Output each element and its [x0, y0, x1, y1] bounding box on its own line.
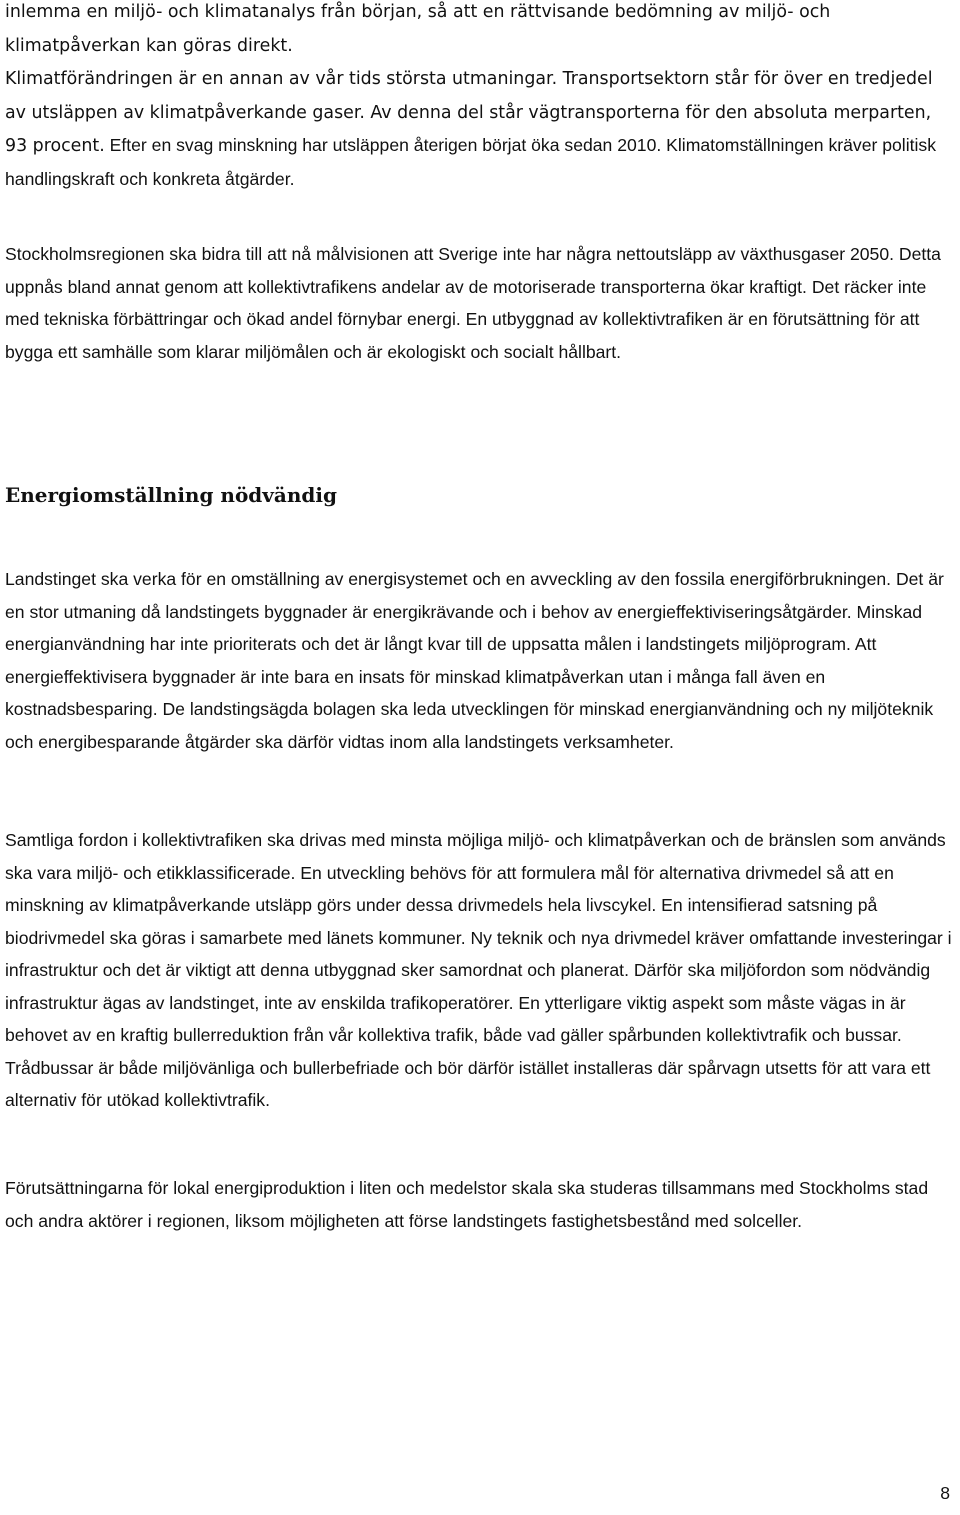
- page-number: 8: [940, 1483, 950, 1503]
- paragraph-energi: Landstinget ska verka för en omställning av energisystemet och en avveckling av den fossila energiförbrukningen. Det är en stor utmaning då landstingets byggnader är energikrävande och i behov av energieffektiviseringsåtgärder. Minskad energianvändning har inte prioriterats och det är långt kvar till de uppsatta målen i landstingets miljöprogram. Att energieffektivisera byggnader är inte bara en insats för minskad klimatpåverkan utan i många fall även en kostnadsbesparing. De landstingsägda bolagen ska leda utvecklingen för minskad energianvändning och ny miljöteknik och energibesparande åtgärder ska därför vidtas inom alla landstingets verksamheter.: [5, 569, 944, 752]
- paragraph-klimat-part2: Klimatförändringen är en annan av vår tids största utmaningar. Transportsektorn står för över en tredjedel av utsläppen av klimatpåverkande gaser. Av denna del står vägtransporterna för den absoluta merparten, 93 procent.: [5, 69, 933, 156]
- paragraph-fordon: Samtliga fordon i kollektivtrafiken ska drivas med minsta möjliga miljö- och klimatpåverkan och de bränslen som används ska vara miljö- och etikklassificerade. En utveckling behövs för att formulera mål för alternativa drivmedel så att en minskning av klimatpåverkande utsläpp görs under dessa drivmedels hela livscykel. En intensifierad satsning på biodrivmedel ska göras i samarbete med länets kommuner. Ny teknik och nya drivmedel kräver omfattande investeringar i infrastruktur och det är viktigt att denna utbyggnad sker samordnat och planerat. Därför ska miljöfordon som nödvändig infrastruktur ägas av landstinget, inte av enskilda trafikoperatörer. En ytterligare viktig aspekt som måste vägas in är behovet av en kraftig bullerreduktion från vår kollektiva trafik, både vad gäller spårbunden kollektivtrafik och bussar. Trådbussar är både miljövänliga och bullerbefriade och bör därför istället installeras där spårvagn utsetts för att vara ett alternativ för utökad kollektivtrafik.: [5, 830, 952, 1110]
- paragraph-solceller: Förutsättningarna för lokal energiproduktion i liten och medelstor skala ska studeras tillsammans med Stockholms stad och andra aktörer i regionen, liksom möjligheten att förse landstingets fastighetsbestånd med solceller.: [5, 1178, 929, 1231]
- paragraph-klimat-part3: Efter en svag minskning har utsläppen återigen börjat öka sedan 2010. Klimatomställningen kräver politisk handlingskraft och konkreta åtgärder.: [5, 135, 937, 189]
- paragraph-stockholm: Stockholmsregionen ska bidra till att nå målvisionen att Sverige inte har några nettoutsläpp av växthusgaser 2050. Detta uppnås bland annat genom att kollektivtrafikens andelar av de motoriserade transporterna ökar kraftigt. Det räcker inte med tekniska förbättringar och ökad andel förnybar energi. En utbyggnad av kollektivtrafiken är en förutsättning för att bygga ett samhälle som klarar miljömålen och är ekologiskt och socialt hållbart.: [5, 244, 941, 362]
- paragraph-klimat-part1: inlemma en miljö- och klimatanalys från början, så att en rättvisande bedömning av miljö- och klimatpåverkan kan göras direkt.: [5, 2, 831, 56]
- paragraph-klimat: [5, 0, 957, 195]
- section-heading: Energiomställning nödvändig: [5, 483, 337, 507]
